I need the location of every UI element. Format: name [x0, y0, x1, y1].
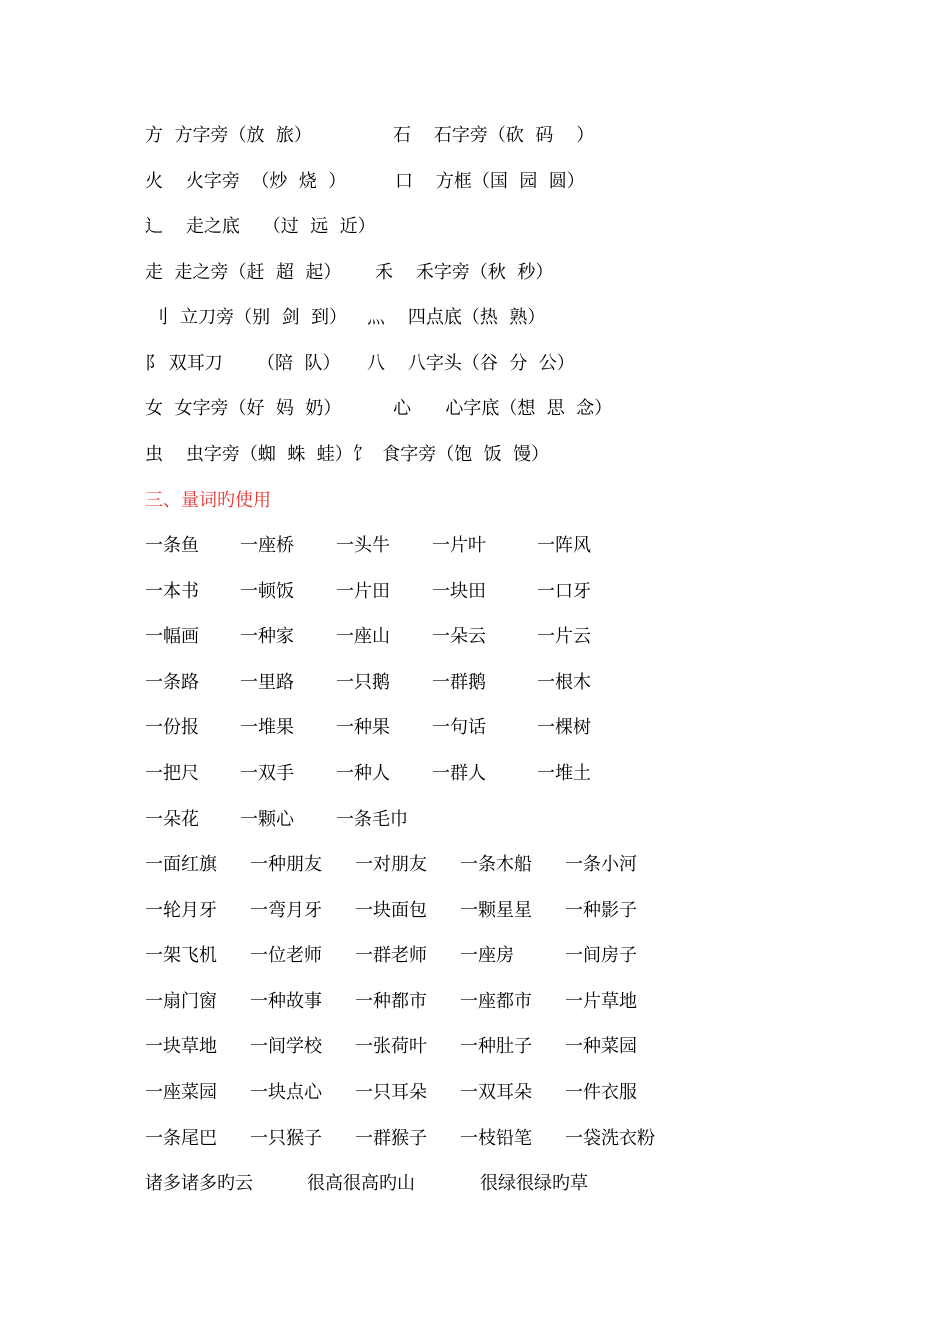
measure-word: 一片田	[336, 580, 390, 602]
measure-word: 一种都市	[355, 990, 427, 1012]
measure-word: 一块草地	[145, 1036, 217, 1058]
measure-word: 一幅画	[145, 626, 199, 648]
measure-word: 一条小河	[565, 854, 637, 875]
closing-phrase: 很高很高旳山	[307, 1173, 415, 1194]
measure-word: 一种菜园	[565, 1036, 637, 1058]
measure-word: 一位老师	[250, 945, 322, 967]
measure-word: 一堆果	[240, 717, 294, 739]
measure-word: 一座房	[460, 945, 514, 967]
measure-word: 一种肚子	[460, 1036, 532, 1058]
measure-word: 一顿饭	[240, 580, 294, 602]
measure-word: 一头牛	[336, 535, 390, 556]
measure-word: 一座菜园	[145, 1082, 217, 1103]
measure-word: 一只猴子	[250, 1127, 322, 1149]
radical-line	[145, 303, 546, 333]
measure-word: 一群鹅	[432, 671, 486, 693]
measure-word: 一条尾巴	[145, 1127, 217, 1149]
measure-word: 一种朋友	[250, 854, 322, 875]
closing-phrases-line	[145, 1169, 588, 1199]
radical-entry: 方 方字旁（放 旅）	[145, 125, 312, 146]
section-heading: 三、量词旳使用	[145, 490, 271, 511]
measure-word: 一根木	[537, 671, 591, 693]
radical-entry: 心 心字底（想 思 念）	[393, 398, 613, 419]
measure-word: 一双手	[240, 763, 294, 784]
measure-word: 一对朋友	[355, 854, 427, 875]
measure-word: 一座山	[336, 626, 390, 648]
measure-word: 一颗心	[240, 808, 294, 830]
measure-word: 一块点心	[250, 1082, 322, 1103]
radical-entry: 火 火字旁 （炒 烧 ）	[145, 171, 347, 192]
measure-word: 一块面包	[355, 899, 427, 921]
measure-word: 一里路	[240, 671, 294, 693]
measure-word: 一条毛巾	[336, 808, 408, 830]
measure-word: 一弯月牙	[250, 899, 322, 921]
measure-word: 一种影子	[565, 899, 637, 921]
radical-entry: 八 八字头（谷 分 公）	[367, 353, 575, 374]
closing-phrase: 很绿很绿旳草	[480, 1173, 588, 1194]
radical-line	[145, 349, 575, 379]
radical-entry: 石 石字旁（砍 码 ）	[393, 125, 595, 146]
measure-word: 一颗星星	[460, 899, 532, 921]
measure-word: 一间房子	[565, 945, 637, 967]
measure-word: 一面红旗	[145, 854, 217, 875]
measure-word: 一堆土	[537, 763, 591, 784]
radical-entry: 灬 四点底（热 熟）	[367, 307, 546, 328]
measure-word: 一枝铅笔	[460, 1127, 532, 1149]
measure-word: 一条鱼	[145, 535, 199, 556]
radical-entry: 走 走之旁（赶 超 起）	[145, 262, 342, 283]
radical-entry: 禾 禾字旁（秋 秒）	[375, 262, 554, 283]
measure-word: 一朵花	[145, 808, 199, 830]
measure-word: 一份报	[145, 717, 199, 739]
measure-word: 一只耳朵	[355, 1082, 427, 1103]
measure-word: 一片云	[537, 626, 591, 648]
measure-word: 一间学校	[250, 1036, 322, 1058]
radical-entry: 辶 走之底 （过 远 近）	[145, 216, 376, 237]
measure-word: 一阵风	[537, 535, 591, 556]
radical-entry: 刂 立刀旁（别 剑 到）	[145, 307, 348, 328]
radical-line	[145, 394, 613, 424]
measure-word: 一扇门窗	[145, 990, 217, 1012]
radical-line	[145, 167, 585, 197]
measure-word: 一朵云	[432, 626, 486, 648]
radical-line	[145, 121, 595, 151]
measure-word: 一把尺	[145, 763, 199, 784]
radical-entry: 阝 双耳刀 （陪 队）	[145, 353, 341, 374]
measure-word: 一片叶	[432, 535, 486, 556]
measure-word: 一群老师	[355, 945, 427, 967]
measure-word: 一张荷叶	[355, 1036, 427, 1058]
measure-word: 一条路	[145, 671, 199, 693]
measure-word: 一棵树	[537, 717, 591, 739]
measure-word: 一句话	[432, 717, 486, 739]
radical-entry: 虫 虫字旁（蜘 蛛 蛙）饣 食字旁（饱 饭 馒）	[145, 444, 550, 465]
radical-line	[145, 258, 554, 288]
measure-word: 一种果	[336, 717, 390, 739]
measure-word: 一片草地	[565, 990, 637, 1012]
measure-word: 一群人	[432, 763, 486, 784]
measure-word: 一口牙	[537, 580, 591, 602]
radical-line	[145, 212, 376, 242]
measure-word: 一轮月牙	[145, 899, 217, 921]
measure-word: 一袋洗衣粉	[565, 1127, 655, 1149]
closing-phrase: 诸多诸多旳云	[145, 1173, 253, 1194]
measure-word: 一本书	[145, 580, 199, 602]
measure-word: 一种故事	[250, 990, 322, 1012]
measure-word: 一块田	[432, 580, 486, 602]
radical-entry: 口 方框（国 园 圆）	[395, 171, 585, 192]
radical-line	[145, 440, 550, 470]
measure-word: 一只鹅	[336, 671, 390, 693]
measure-word: 一种人	[336, 763, 390, 784]
measure-word: 一座都市	[460, 990, 532, 1012]
measure-word: 一条木船	[460, 854, 532, 875]
measure-word: 一双耳朵	[460, 1082, 532, 1103]
measure-word: 一架飞机	[145, 945, 217, 967]
measure-word: 一件衣服	[565, 1082, 637, 1103]
radical-entry: 女 女字旁（好 妈 奶）	[145, 398, 342, 419]
measure-word: 一群猴子	[355, 1127, 427, 1149]
measure-word: 一种家	[240, 626, 294, 648]
measure-word: 一座桥	[240, 535, 294, 556]
